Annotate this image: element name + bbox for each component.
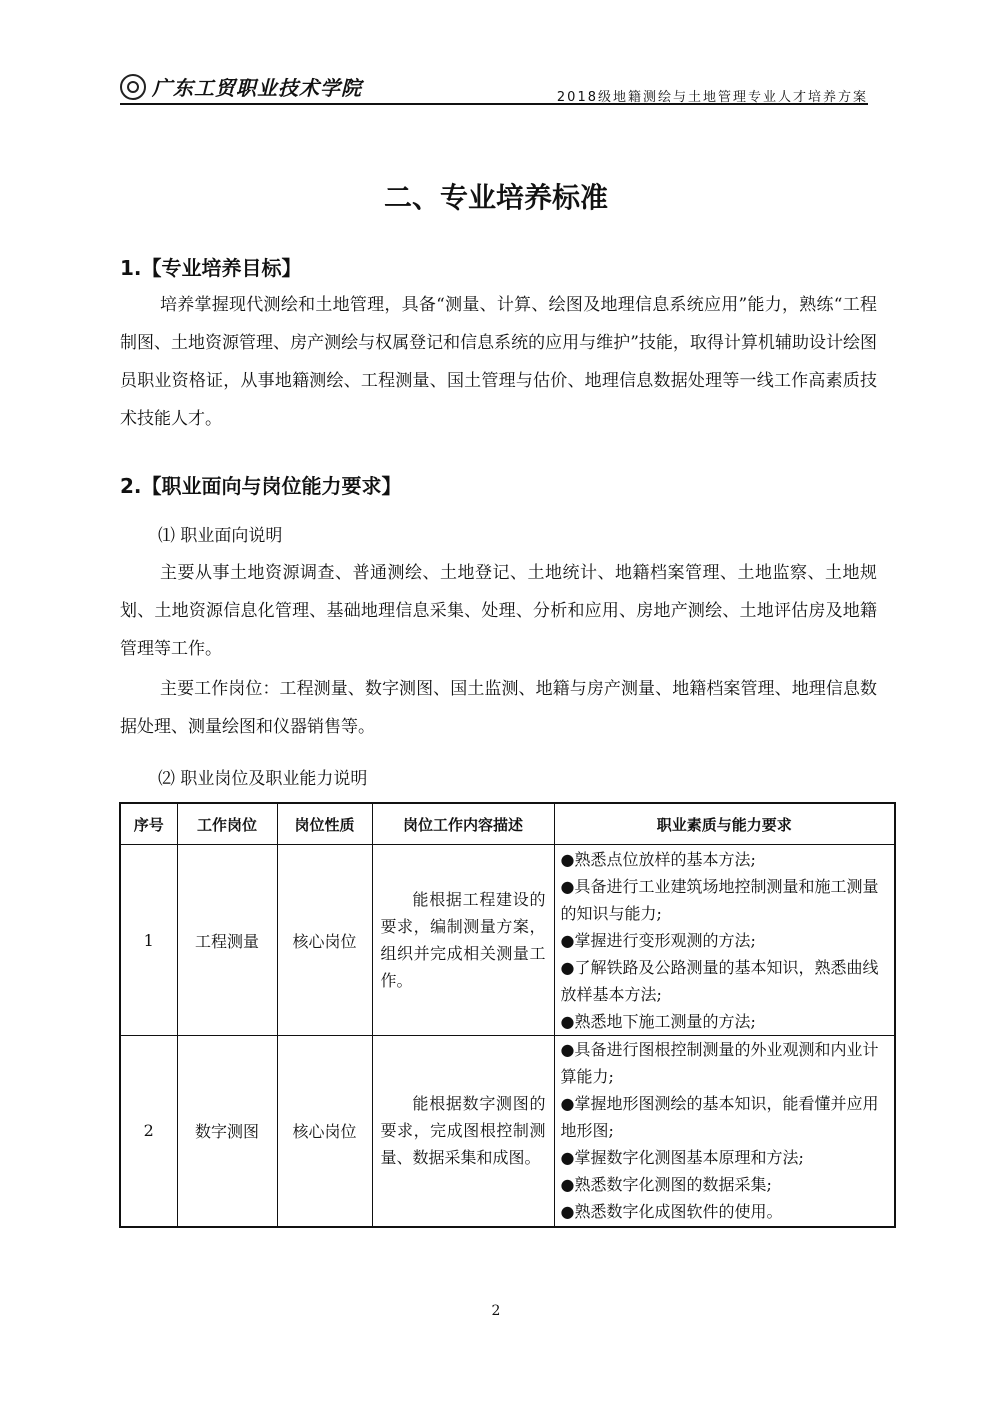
job-ability-table	[119, 802, 896, 1228]
header-cell-desc: 岗位工作内容描述	[372, 803, 554, 845]
header-divider	[120, 103, 868, 105]
page-number: 2	[491, 1303, 501, 1319]
req-item: ●掌握数字化测图基本原理和方法;	[560, 1148, 804, 1168]
header-cell-nature: 岗位性质	[277, 803, 372, 845]
req-item: ●熟悉数字化测图的数据采集;	[560, 1175, 772, 1195]
header-cell-reqs: 职业素质与能力要求	[554, 803, 895, 845]
school-name: 广东工贸职业技术学院	[152, 76, 362, 100]
career-heading: 2.【职业面向与岗位能力要求】	[120, 474, 402, 498]
goal-heading: 1.【专业培养目标】	[120, 256, 302, 280]
career-subheading-2: ⑵ 职业岗位及职业能力说明	[158, 769, 368, 789]
page-header	[120, 70, 868, 104]
row-no: 1	[120, 845, 177, 1036]
table-row	[120, 845, 895, 1036]
header-cell-post: 工作岗位	[177, 803, 277, 845]
req-item: ●了解铁路及公路测量的基本知识，熟悉曲线放样基本方法;	[560, 957, 879, 1004]
career-subheading-1: ⑴ 职业面向说明	[158, 526, 283, 546]
document-title: 2018级地籍测绘与土地管理专业人才培养方案	[556, 90, 868, 105]
school-emblem-icon	[120, 74, 146, 100]
row-nature: 核心岗位	[277, 845, 372, 1036]
goal-paragraph: 培养掌握现代测绘和土地管理，具备“测量、计算、绘图及地理信息系统应用”能力，熟练“工程制图、土地资源管理、房产测绘与权属登记和信息系统的应用与维护”技能，取得计算机辅助设计绘图员职业资格证，从事地籍测绘、工程测量、国土管理与估价、地理信息数据处理等一线工作高素质技术技能人才。	[120, 295, 877, 429]
row-nature: 核心岗位	[277, 1036, 372, 1227]
req-item: ●熟悉地下施工测量的方法;	[560, 1011, 756, 1031]
row-no: 2	[120, 1036, 177, 1227]
school-logo	[120, 72, 362, 101]
req-item: ●具备进行工业建筑场地控制测量和施工测量的知识与能力;	[560, 876, 879, 923]
req-item: ●具备进行图根控制测量的外业观测和内业计算能力;	[560, 1040, 879, 1087]
row-reqs	[554, 1036, 895, 1227]
row-post: 数字测图	[177, 1036, 277, 1227]
header-cell-no: 序号	[120, 803, 177, 845]
row-reqs	[554, 845, 895, 1036]
table-header-row	[120, 803, 895, 845]
row-desc: 能根据数字测图的要求，完成图根控制测量、数据采集和成图。	[372, 1036, 554, 1227]
row-desc: 能根据工程建设的要求，编制测量方案，组织并完成相关测量工作。	[372, 845, 554, 1036]
section-title: 二、专业培养标准	[383, 181, 608, 214]
req-item: ●熟悉数字化成图软件的使用。	[560, 1202, 783, 1222]
req-item: ●熟悉点位放样的基本方法;	[560, 849, 756, 869]
req-item: ●掌握进行变形观测的方法;	[560, 930, 756, 950]
table-row	[120, 1036, 895, 1227]
career-paragraph-1: 主要从事土地资源调查、普通测绘、土地登记、土地统计、地籍档案管理、土地监察、土地规划、土地资源信息化管理、基础地理信息采集、处理、分析和应用、房地产测绘、土地评估房及地籍管理等工作。	[120, 563, 877, 659]
req-item: ●掌握地形图测绘的基本知识，能看懂并应用地形图;	[560, 1094, 879, 1141]
row-post: 工程测量	[177, 845, 277, 1036]
career-paragraph-2: 主要工作岗位：工程测量、数字测图、国土监测、地籍与房产测量、地籍档案管理、地理信息数据处理、测量绘图和仪器销售等。	[120, 679, 877, 737]
